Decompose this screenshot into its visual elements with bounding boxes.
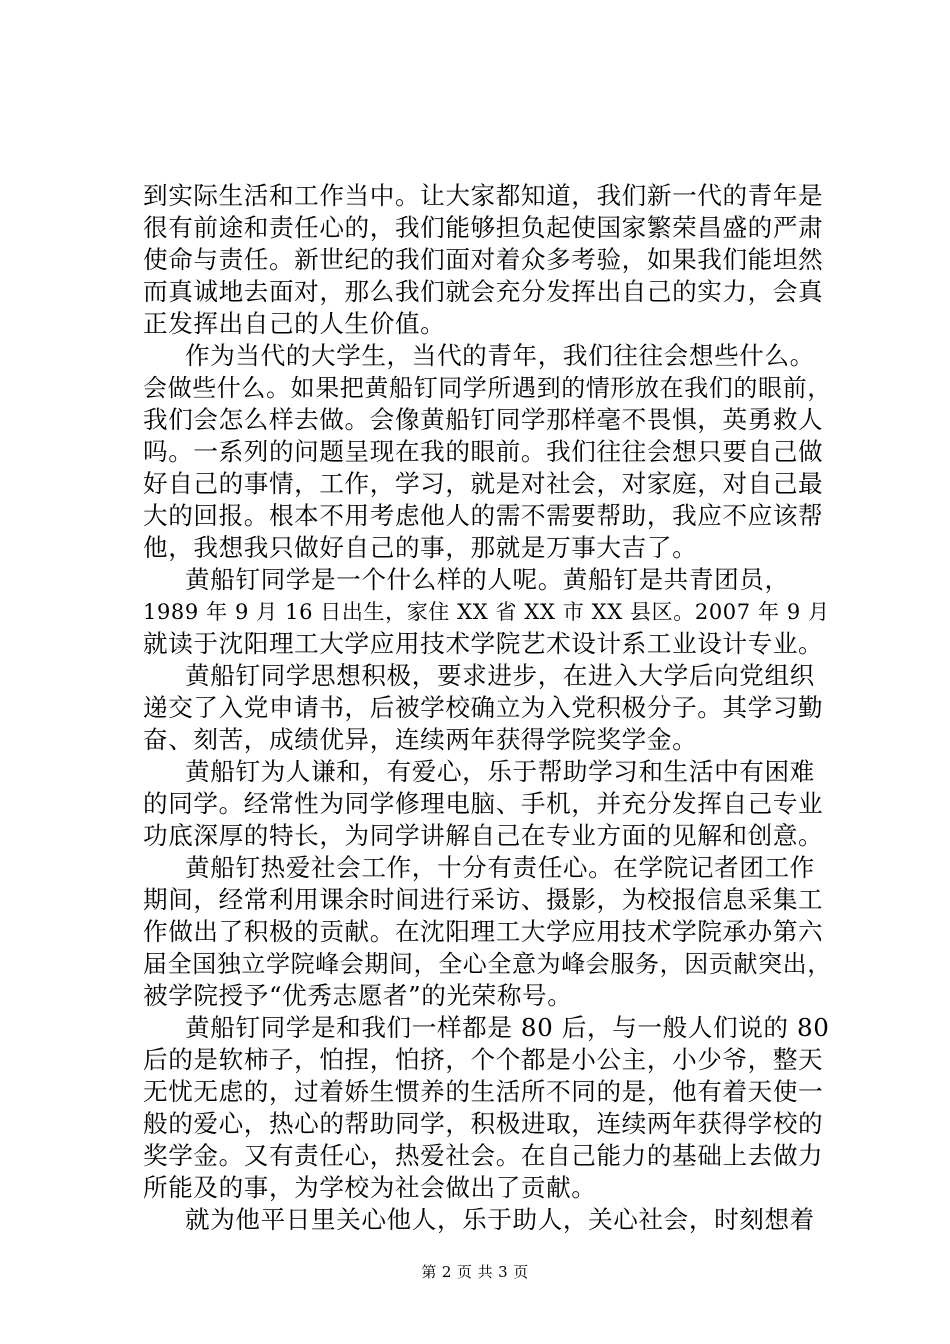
text-line: 很有前途和责任心的，我们能够担负起使国家繁荣昌盛的严肃 [143, 213, 824, 242]
paragraph-first-line: 黄船钉热爱社会工作，十分有责任心。在学院记者团工作 [185, 853, 815, 882]
text-line: 后的是软柿子，怕捏，怕挤，个个都是小公主，小少爷，整天 [143, 1045, 824, 1074]
paragraph-first-line: 黄船钉同学是一个什么样的人呢。黄船钉是共青团员， [185, 565, 790, 594]
paragraph-first-line: 黄船钉为人谦和，有爱心，乐于帮助学习和生活中有困难 [185, 757, 815, 786]
text-line: 奋、刻苦，成绩优异，连续两年获得学院奖学金。 [143, 725, 698, 754]
text-line: 大的回报。根本不用考虑他人的需不需要帮助，我应不应该帮 [143, 501, 824, 530]
text-line: 我们会怎么样去做。会像黄船钉同学那样毫不畏惧，英勇救人 [143, 405, 824, 434]
text-line: 使命与责任。新世纪的我们面对着众多考验，如果我们能坦然 [143, 245, 824, 274]
text-line: 他，我想我只做好自己的事，那就是万事大吉了。 [143, 533, 698, 562]
text-line: 而真诚地去面对，那么我们就会充分发挥出自己的实力，会真 [143, 277, 824, 306]
page-number-footer: 第 2 页 共 3 页 [421, 1263, 529, 1281]
text-line: 无忧无虑的，过着娇生惯养的生活所不同的是，他有着天使一 [143, 1077, 824, 1106]
paragraph-first-line: 就为他平日里关心他人，乐于助人，关心社会，时刻想着 [185, 1205, 815, 1234]
text-line: 功底深厚的特长，为同学讲解自己在专业方面的见解和创意。 [143, 821, 824, 850]
text-line: 的同学。经常性为同学修理电脑、手机，并充分发挥自己专业 [143, 789, 824, 818]
paragraph-first-line: 黄船钉同学思想积极，要求进步，在进入大学后向党组织 [185, 661, 815, 690]
text-line: 就读于沈阳理工大学应用技术学院艺术设计系工业设计专业。 [143, 629, 824, 658]
paragraph-first-line: 黄船钉同学是和我们一样都是 80 后，与一般人们说的 80 [185, 1013, 830, 1042]
text-line: 到实际生活和工作当中。让大家都知道，我们新一代的青年是 [143, 181, 824, 210]
text-line: 好自己的事情，工作，学习，就是对社会，对家庭，对自己最 [143, 469, 824, 498]
text-line: 届全国独立学院峰会期间，全心全意为峰会服务，因贡献突出， [143, 950, 832, 978]
text-line: 作做出了积极的贡献。在沈阳理工大学应用技术学院承办第六 [143, 917, 824, 946]
text-line: 正发挥出自己的人生价值。 [143, 309, 446, 338]
text-line: 会做些什么。如果把黄船钉同学所遇到的情形放在我们的眼前， [143, 374, 832, 402]
text-line: 般的爱心，热心的帮助同学，积极进取，连续两年获得学校的 [143, 1109, 824, 1138]
text-line: 期间，经常利用课余时间进行采访、摄影，为校报信息采集工 [143, 885, 824, 914]
text-line: 1989 年 9 月 16 日出生，家住 XX 省 XX 市 XX 县区。2007 年 9 月 [143, 600, 830, 624]
text-line: 奖学金。又有责任心，热爱社会。在自己能力的基础上去做力 [143, 1141, 824, 1170]
paragraph-first-line: 作为当代的大学生，当代的青年，我们往往会想些什么。 [185, 341, 815, 370]
text-line: 递交了入党申请书，后被学校确立为入党积极分子。其学习勤 [143, 693, 824, 722]
text-line: 吗。一系列的问题呈现在我的眼前。我们往往会想只要自己做 [143, 437, 824, 466]
text-line: 被学院授予“优秀志愿者”的光荣称号。 [143, 981, 573, 1010]
text-line: 所能及的事，为学校为社会做出了贡献。 [143, 1173, 597, 1202]
